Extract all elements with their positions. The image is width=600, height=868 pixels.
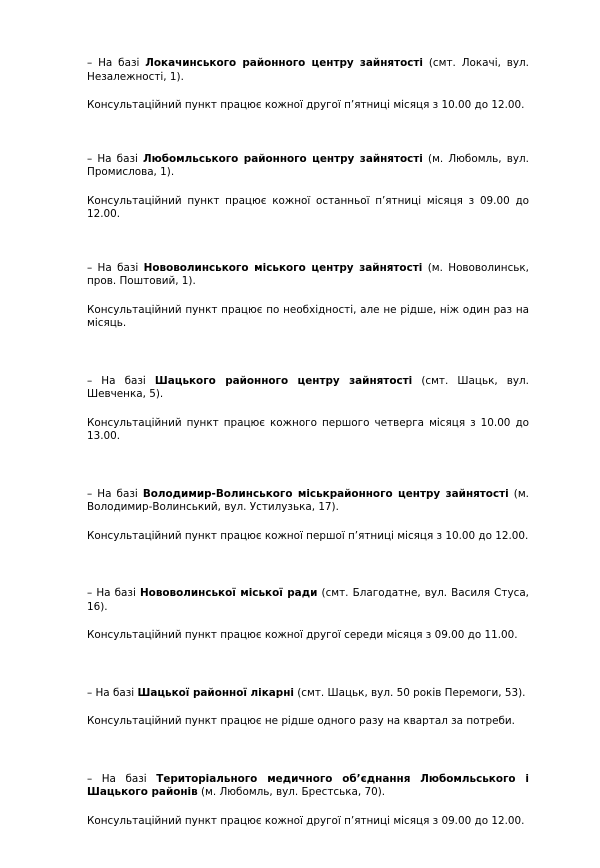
schedule-paragraph: Консультаційний пункт працює по необхідності, але не рідше, ніж один раз на місяць. [87,303,529,329]
location-prefix: – На базі [87,772,157,785]
consultation-point-entry [87,687,529,729]
location-paragraph [87,587,529,614]
consultation-point-entry [87,587,529,643]
institution-name: Локачинського районного центру зайнятості [145,57,423,69]
institution-address: (смт. Благодатне, вул. Василя Стуса, 16). [87,587,529,613]
document-page [87,57,529,868]
institution-address: (м. Любомль, вул. Промислова, 1). [87,152,529,178]
schedule-paragraph: Консультаційний пункт працює кожної останньої п’ятниці місяця з 09.00 до 12.00. [87,194,529,220]
consultation-point-entry [87,375,529,444]
schedule-paragraph: Консультаційний пункт працює кожної другої середи місяця з 09.00 до 11.00. [87,629,518,641]
location-paragraph [87,262,529,289]
consultation-point-entry [87,488,529,544]
institution-address: (смт. Локачі, вул. Незалежності, 1). [87,57,529,83]
location-prefix: – На базі [87,261,144,274]
institution-address: (смт. Шацьк, вул. Шевченка, 5). [87,374,529,400]
institution-name: Володимир-Волинського міськрайонного центру зайнятості [142,487,509,500]
institution-name: Територіального медичного об’єднання Любомльського і Шацького районів [87,772,529,798]
location-prefix: – На базі [87,686,138,699]
location-paragraph [87,773,529,800]
institution-name: Шацького районного центру зайнятості [154,374,413,387]
location-prefix: – На базі [87,152,144,165]
location-paragraph [87,153,529,180]
location-paragraph [87,687,529,701]
institution-name: Нововолинської міської ради [139,587,318,599]
consultation-point-entry [87,153,529,222]
schedule-paragraph: Консультаційний пункт працює кожної першої п’ятниці місяця з 10.00 до 12.00. [87,529,529,542]
schedule-paragraph: Консультаційний пункт працює не рідше одного разу на квартал за потреби. [87,715,515,727]
location-prefix: – На базі [87,57,146,69]
location-paragraph [87,488,529,515]
schedule-paragraph: Консультаційний пункт працює кожної другої п’ятниці місяця з 10.00 до 12.00. [87,99,525,111]
institution-address: (смт. Шацьк, вул. 50 років Перемоги, 53). [293,686,526,699]
institution-address: (м. Нововолинськ, пров. Поштовий, 1). [87,261,529,287]
institution-name: Нововолинського міського центру зайнятості [143,261,423,274]
institution-name: Любомльського районного центру зайнятості [143,152,423,165]
consultation-point-entry [87,57,529,113]
location-prefix: – На базі [87,487,143,500]
institution-name: Шацької районної лікарні [137,686,294,699]
institution-address: (м. Любомль, вул. Брестська, 70). [197,786,386,798]
location-paragraph [87,57,529,84]
consultation-point-entry [87,773,529,829]
institution-address: (м. Володимир-Волинський, вул. Устилузька, 17). [87,487,529,513]
location-paragraph [87,375,529,402]
schedule-paragraph: Консультаційний пункт працює кожного першого четверга місяця з 10.00 до 13.00. [87,416,529,442]
location-prefix: – На базі [87,374,155,387]
consultation-point-entry [87,262,529,331]
schedule-paragraph: Консультаційний пункт працює кожної другої п’ятниці місяця з 09.00 до 12.00. [87,814,525,827]
location-prefix: – На базі [87,587,140,599]
